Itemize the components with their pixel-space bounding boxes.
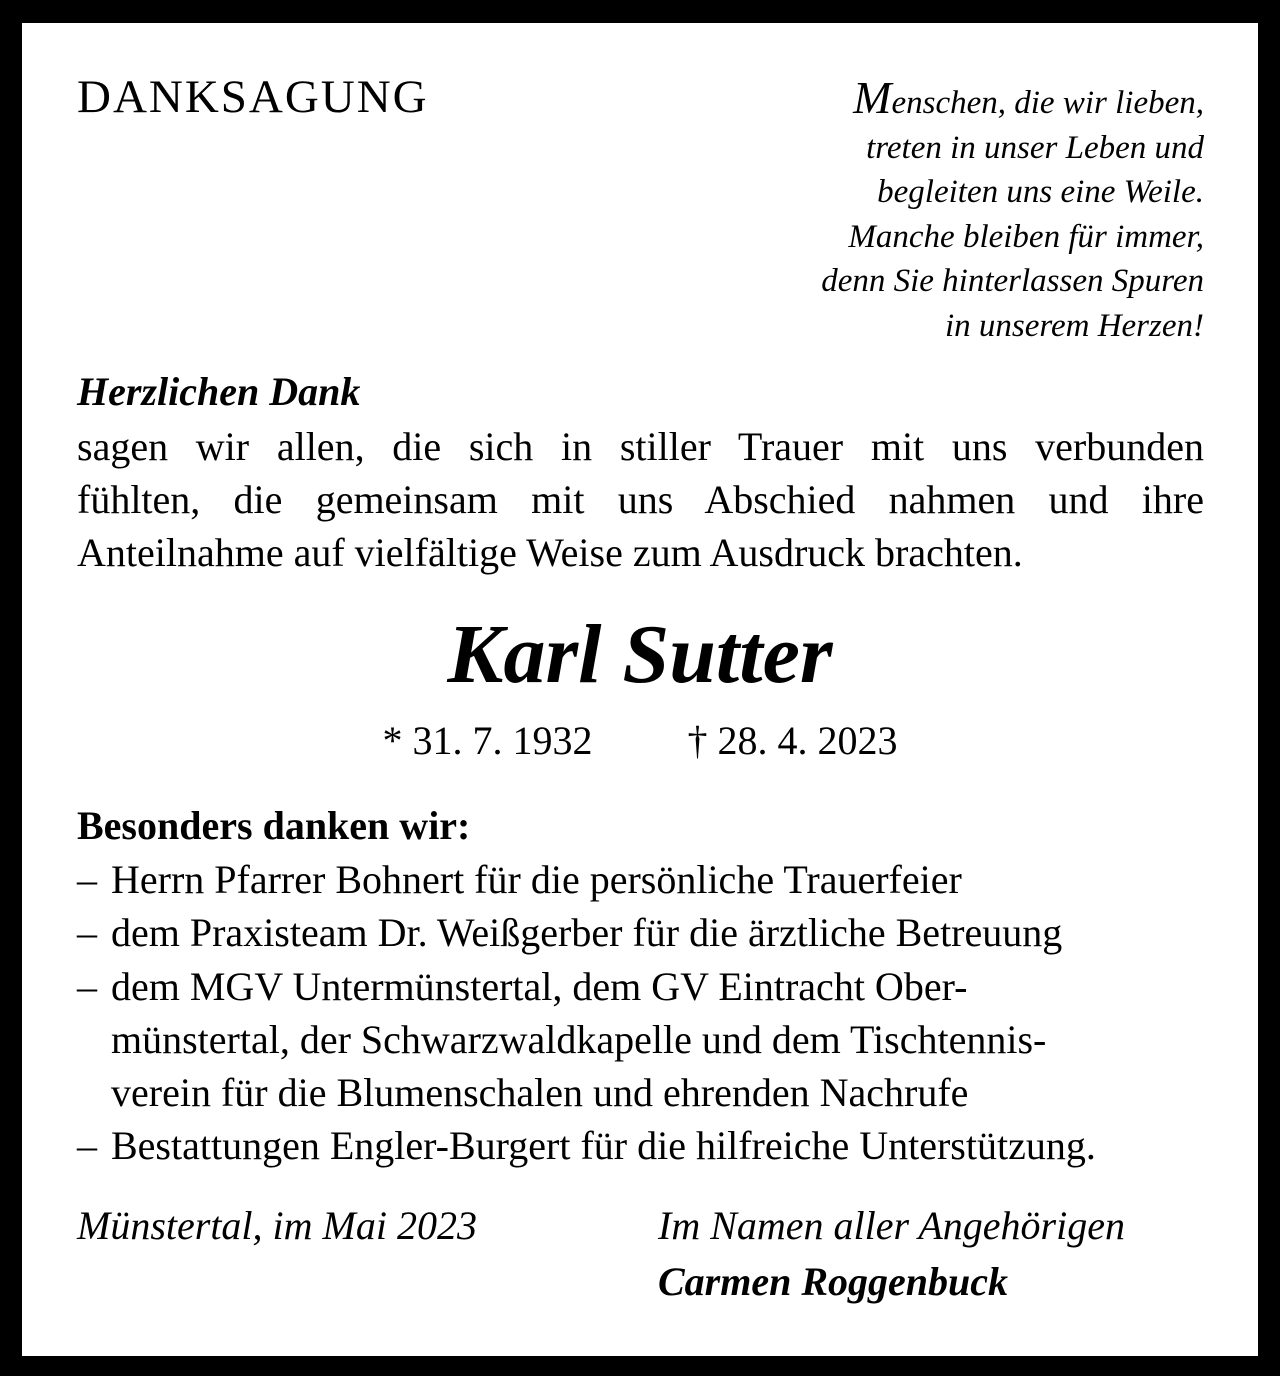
poem-line: denn Sie hinterlassen Spuren <box>821 263 1204 300</box>
list-item <box>77 853 1204 906</box>
signoff-line: Im Namen aller Angehörigen <box>658 1203 1125 1248</box>
thanks-line: fühlten, die gemeinsam mit uns Abschied nahmen und ihre <box>77 477 1204 522</box>
thanks-text <box>77 420 1204 579</box>
thanks-title: Herzlichen Dank <box>77 369 361 414</box>
signer-name: Carmen Roggenbuck <box>658 1259 1009 1304</box>
poem-line: Menschen, die wir lieben, <box>853 72 1204 123</box>
list-item-text: Bestattungen Engler-Burgert für die hilfreiche Unterstützung. <box>111 1123 1096 1169</box>
list-dash: – <box>77 910 97 956</box>
list-dash: – <box>77 1123 97 1169</box>
list-item-text: dem MGV Untermünstertal, dem GV Eintracht Ober- <box>111 963 968 1009</box>
notice-heading: DANKSAGUNG <box>77 71 429 123</box>
poem-line: begleiten uns eine Weile. <box>877 174 1204 211</box>
list-item-text: Herrn Pfarrer Bohnert für die persönliche Trauerfeier <box>111 857 962 902</box>
thanks-line: Anteilnahme auf vielfältige Weise zum Ausdruck brachten. <box>77 530 1023 575</box>
special-thanks-title: Besonders danken wir: <box>77 803 471 848</box>
list-dash: – <box>77 963 97 1009</box>
poem-line: treten in unser Leben und <box>866 129 1204 166</box>
list-item <box>77 1119 1204 1172</box>
life-dates <box>0 715 1280 767</box>
list-item-text: münstertal, der Schwarzwaldkapelle und dem Tischtennis- <box>111 1016 1047 1062</box>
deceased-name: Karl Sutter <box>447 608 833 701</box>
poem-line: in unserem Herzen! <box>944 307 1204 344</box>
list-item <box>77 906 1204 959</box>
place-date: Münstertal, im Mai 2023 <box>77 1203 477 1248</box>
list-item <box>77 960 1204 1120</box>
death-date: † 28. 4. 2023 <box>687 718 898 763</box>
birth-date: * 31. 7. 1932 <box>382 718 593 763</box>
poem-line: Manche bleiben für immer, <box>848 218 1204 255</box>
list-dash: – <box>77 857 97 902</box>
special-thanks-list <box>77 853 1204 1173</box>
poem-block <box>744 72 1204 349</box>
list-item-text: verein für die Blumenschalen und ehrenden Nachrufe <box>111 1070 969 1116</box>
thanks-line: sagen wir allen, die sich in stiller Trauer mit uns verbunden <box>77 424 1204 469</box>
list-item-text: dem Praxisteam Dr. Weißgerber für die ärztliche Betreuung <box>111 910 1063 956</box>
